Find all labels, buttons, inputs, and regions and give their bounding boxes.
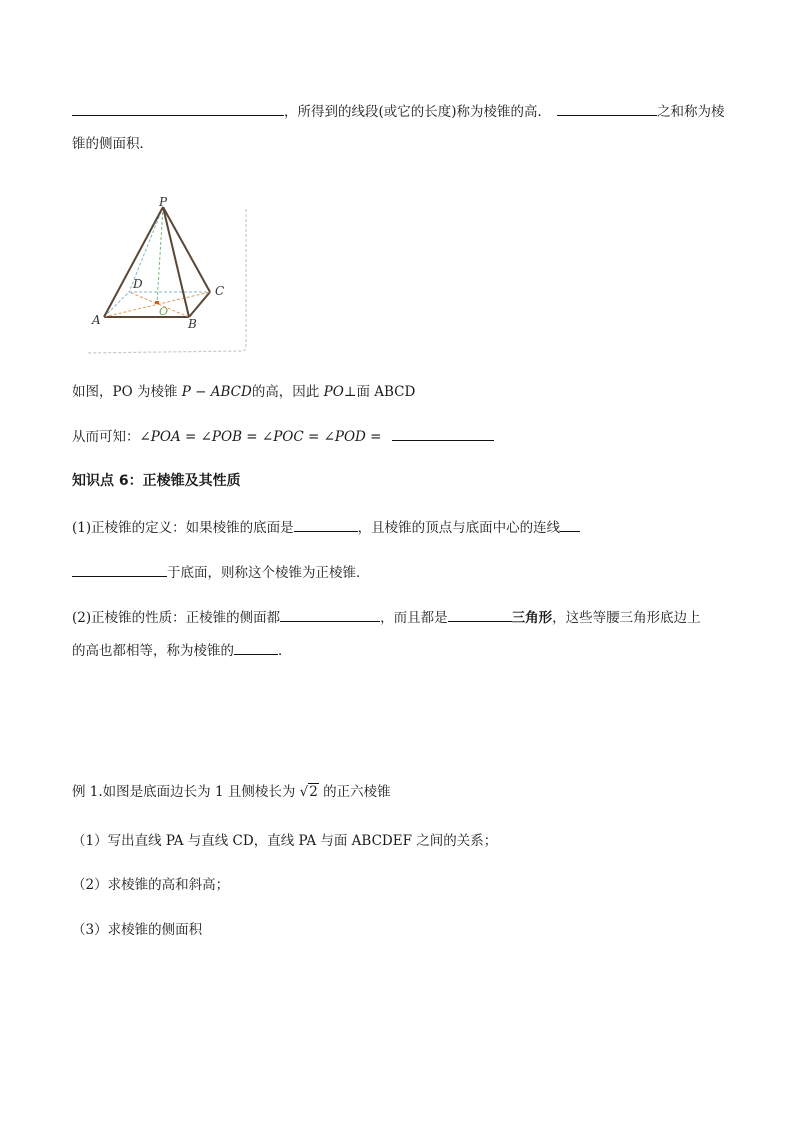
definition-line-2 <box>72 562 370 583</box>
fill-blank[interactable] <box>392 426 494 441</box>
text: ． <box>278 643 292 659</box>
label-d: D <box>133 277 143 291</box>
label-b: B <box>188 317 197 331</box>
text: ，且棱锥的顶点与底面中心的连线 <box>357 520 561 536</box>
question-3: （3）求棱锥的侧面积 <box>72 922 203 938</box>
text: 如图，PO 为棱锥 <box>72 384 178 400</box>
text: 的高也都相等，称为棱锥的 <box>72 643 234 659</box>
fill-blank[interactable] <box>294 517 358 532</box>
fill-blank[interactable] <box>72 562 167 577</box>
property-line-2 <box>72 640 292 661</box>
height-po <box>157 207 163 303</box>
angle-equality-line <box>72 426 494 447</box>
height-statement-line <box>72 382 415 402</box>
text: ⊥面 ABCD <box>343 384 416 400</box>
edge-pa <box>104 207 163 317</box>
label-c: C <box>215 284 225 298</box>
fill-blank[interactable] <box>280 607 380 622</box>
text: ，这些等腰三角形底边上 <box>552 610 701 626</box>
edge-pc <box>163 207 210 292</box>
fill-blank[interactable] <box>234 640 278 655</box>
text: 之和称为棱 <box>657 104 725 120</box>
pyramid-figure <box>86 195 252 357</box>
label-o: O <box>159 305 169 318</box>
math-segment-po: PO <box>323 384 344 400</box>
edge-pb <box>163 207 189 317</box>
text: 例 1.如图是底面边长为 1 且侧棱长为 <box>72 784 296 800</box>
lateral-area-line <box>72 134 153 154</box>
question-1: （1）写出直线 PA 与直线 CD，直线 PA 与面 ABCDEF 之间的关系； <box>72 833 498 849</box>
fill-blank[interactable] <box>72 101 284 116</box>
fill-blank[interactable] <box>560 517 580 532</box>
height-definition-line <box>72 101 725 122</box>
label-p: P <box>159 195 168 209</box>
fill-blank[interactable] <box>448 607 512 622</box>
text: 于底面，则称这个棱锥为正棱锥． <box>167 565 370 581</box>
property-line-1 <box>72 607 701 628</box>
center-point <box>155 301 159 304</box>
figure-frame <box>86 209 246 353</box>
radicand: 2 <box>309 784 318 800</box>
text: ，所得到的线段(或它的长度)称为棱锥的高． <box>284 104 552 120</box>
text: (2)正棱锥的性质：正棱锥的侧面都 <box>72 610 281 626</box>
text: 从而可知： <box>72 429 140 445</box>
question-2: （2）求棱锥的高和斜高； <box>72 877 230 893</box>
sqrt-expression: √2 <box>299 784 318 800</box>
text: (1)正棱锥的定义：如果棱锥的底面是 <box>72 520 294 536</box>
text: 的高，因此 <box>251 384 320 400</box>
bold-text: 三角形 <box>511 610 553 626</box>
definition-line-1 <box>72 517 580 538</box>
text: ，而且都是 <box>380 610 448 626</box>
math-pyramid-name: P − ABCD <box>181 384 252 400</box>
fill-blank[interactable] <box>557 101 657 116</box>
example-intro-line <box>72 782 391 802</box>
math-angle-equation: ∠POA = ∠POB = ∠POC = ∠POD = <box>139 429 382 445</box>
text: 的正六棱锥 <box>323 784 391 800</box>
label-a: A <box>92 313 101 327</box>
diagonal-ac <box>104 292 210 317</box>
section-heading: 知识点 6：正棱锥及其性质 <box>72 473 241 489</box>
text: 锥的侧面积． <box>72 136 153 152</box>
